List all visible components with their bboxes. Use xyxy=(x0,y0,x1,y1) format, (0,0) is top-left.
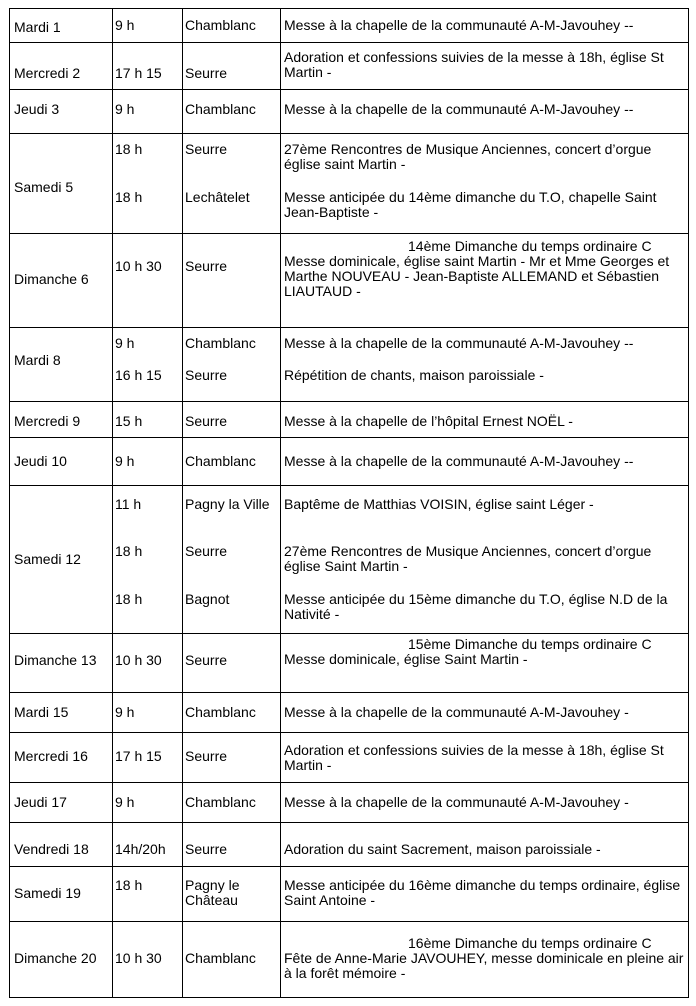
event-time: 18 h xyxy=(115,141,143,157)
event-time: 14h/20h xyxy=(115,841,166,857)
day-label: Mercredi 9 xyxy=(14,413,81,429)
day-label: Mardi 15 xyxy=(14,704,69,720)
day-label: Mardi 8 xyxy=(14,352,61,368)
event-time: 9 h xyxy=(115,17,135,33)
event-description-text: Fête de Anne-Marie JAVOUHEY, messe dominicale en pleine air à la forêt mémoire - xyxy=(284,950,684,981)
day-label: Dimanche 13 xyxy=(14,652,97,668)
event-description: Répétition de chants, maison paroissiale - xyxy=(284,367,544,383)
day-label: Mercredi 2 xyxy=(14,65,81,81)
day-label: Dimanche 6 xyxy=(14,271,89,287)
day-label: Dimanche 20 xyxy=(14,950,97,966)
event-time: 9 h xyxy=(115,101,135,117)
event-place: Pagny le Château xyxy=(185,877,240,908)
event-place: Chamblanc xyxy=(185,17,256,33)
event-time: 10 h 30 xyxy=(115,258,162,274)
event-description: Adoration du saint Sacrement, maison paroissiale - xyxy=(284,841,601,857)
event-time: 10 h 30 xyxy=(115,652,162,668)
event-time: 9 h xyxy=(115,704,135,720)
event-description: 27ème Rencontres de Musique Anciennes, concert d’orgue église Saint Martin - xyxy=(284,543,652,574)
event-time: 18 h xyxy=(115,877,143,893)
schedule-row xyxy=(10,42,688,89)
event-time: 16 h 15 xyxy=(115,367,162,383)
event-place: Seurre xyxy=(185,258,228,274)
event-description: Messe à la chapelle de la communauté A-M-Javouhey -- xyxy=(284,453,634,469)
day-label: Samedi 5 xyxy=(14,179,74,195)
event-place: Seurre xyxy=(185,841,228,857)
event-place: Bagnot xyxy=(185,591,230,607)
event-time: 17 h 15 xyxy=(115,748,162,764)
event-place: Chamblanc xyxy=(185,453,256,469)
event-description: Adoration et confessions suivies de la messe à 18h, église St Martin - xyxy=(284,742,664,773)
schedule-row xyxy=(10,133,688,233)
event-description xyxy=(284,936,684,981)
day-label: Jeudi 3 xyxy=(14,101,60,117)
event-description: Messe à la chapelle de la communauté A-M-Javouhey -- xyxy=(284,17,634,33)
event-description-text: Messe dominicale, église saint Martin - Mr et Mme Georges et Marthe NOUVEAU - Jean-Baptiste ALLEMAND et Sébastien LIAUTAUD - xyxy=(284,253,670,299)
day-label: Vendredi 18 xyxy=(14,841,89,857)
event-place: Seurre xyxy=(185,413,228,429)
event-place: Chamblanc xyxy=(185,101,256,117)
event-place: Chamblanc xyxy=(185,704,256,720)
event-place: Seurre xyxy=(185,141,228,157)
schedule-row xyxy=(10,633,688,692)
event-description: Messe à la chapelle de l’hôpital Ernest NOËL - xyxy=(284,413,573,429)
event-place: Pagny la Ville xyxy=(185,496,270,512)
event-description: Messe à la chapelle de la communauté A-M-Javouhey -- xyxy=(284,101,634,117)
schedule-row xyxy=(10,401,688,437)
day-label: Samedi 12 xyxy=(14,551,81,567)
schedule-row xyxy=(10,327,688,401)
schedule-row xyxy=(10,866,688,921)
event-place: Seurre xyxy=(185,748,228,764)
event-time: 15 h xyxy=(115,413,143,429)
event-description: Messe anticipée du 14ème dimanche du T.O, chapelle Saint Jean-Baptiste - xyxy=(284,189,657,220)
schedule-row xyxy=(10,921,688,997)
event-description xyxy=(284,239,684,299)
event-time: 9 h xyxy=(115,453,135,469)
day-label: Jeudi 17 xyxy=(14,794,67,810)
event-description-text: Messe dominicale, église Saint Martin - xyxy=(284,651,528,667)
event-place: Lechâtelet xyxy=(185,189,250,205)
event-description: Messe à la chapelle de la communauté A-M-Javouhey - xyxy=(284,704,629,720)
sunday-heading: 14ème Dimanche du temps ordinaire C xyxy=(408,238,652,254)
event-description: Baptême de Matthias VOISIN, église saint Léger - xyxy=(284,496,594,512)
event-time: 11 h xyxy=(115,496,142,512)
event-place: Chamblanc xyxy=(185,950,256,966)
schedule-row xyxy=(10,485,688,633)
schedule-row xyxy=(10,782,688,822)
day-label: Samedi 19 xyxy=(14,885,81,901)
day-label: Mardi 1 xyxy=(14,19,61,35)
sunday-heading: 16ème Dimanche du temps ordinaire C xyxy=(408,935,652,951)
schedule-row xyxy=(10,89,688,133)
event-description: Messe à la chapelle de la communauté A-M-Javouhey -- xyxy=(284,335,634,351)
event-place: Chamblanc xyxy=(185,794,256,810)
schedule-row xyxy=(10,822,688,866)
schedule-row xyxy=(10,692,688,732)
event-description xyxy=(284,637,684,667)
event-place: Seurre xyxy=(185,652,228,668)
event-description: Adoration et confessions suivies de la messe à 18h, église St Martin - xyxy=(284,49,664,80)
schedule-table xyxy=(9,8,689,998)
schedule-row xyxy=(10,233,688,327)
day-label: Mercredi 16 xyxy=(14,748,88,764)
event-time: 17 h 15 xyxy=(115,65,162,81)
sunday-heading: 15ème Dimanche du temps ordinaire C xyxy=(408,636,652,652)
event-place: Seurre xyxy=(185,367,228,383)
event-time: 18 h xyxy=(115,591,143,607)
event-description: 27ème Rencontres de Musique Anciennes, concert d’orgue église saint Martin - xyxy=(284,141,652,172)
event-time: 18 h xyxy=(115,189,143,205)
schedule-row xyxy=(10,437,688,485)
event-time: 9 h xyxy=(115,794,135,810)
event-place: Chamblanc xyxy=(185,335,256,351)
event-place: Seurre xyxy=(185,543,228,559)
event-description: Messe anticipée du 16ème dimanche du temps ordinaire, église Saint Antoine - xyxy=(284,877,681,908)
event-description: Messe à la chapelle de la communauté A-M-Javouhey - xyxy=(284,794,629,810)
event-time: 18 h xyxy=(115,543,143,559)
event-time: 9 h xyxy=(115,335,135,351)
event-description: Messe anticipée du 15ème dimanche du T.O, église N.D de la Nativité - xyxy=(284,591,668,622)
event-place: Seurre xyxy=(185,65,228,81)
schedule-row xyxy=(10,9,688,42)
day-label: Jeudi 10 xyxy=(14,453,67,469)
schedule-row xyxy=(10,732,688,782)
event-time: 10 h 30 xyxy=(115,950,162,966)
